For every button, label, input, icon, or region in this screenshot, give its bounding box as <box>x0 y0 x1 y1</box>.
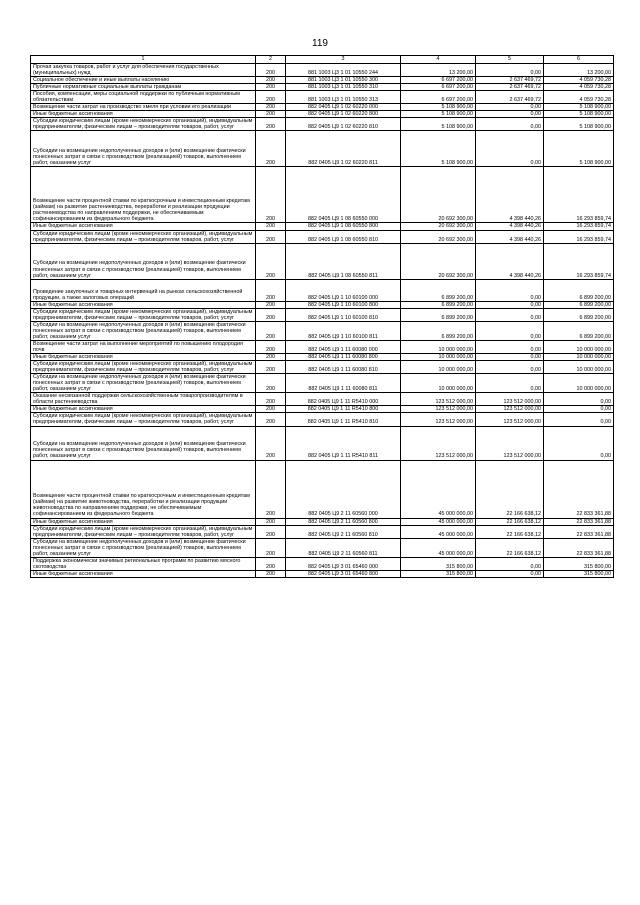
header-col-5: 5 <box>476 56 544 64</box>
cell-amount: 20 692 300,00 <box>401 223 476 230</box>
cell-grbs: 200 <box>256 406 286 413</box>
cell-grbs: 200 <box>256 77 286 84</box>
cell-name: Субсидии на возмещение недополученных доходов и (или) возмещение фактически понесенных затрат в связи с производством (реализацией) товаров, выполнением работ, оказанием услуг <box>31 321 256 340</box>
cell-remainder: 4 059 730,28 <box>544 84 614 91</box>
cell-grbs: 200 <box>256 84 286 91</box>
cell-amount: 20 692 300,00 <box>401 167 476 223</box>
cell-executed: 123 512 000,00 <box>476 413 544 426</box>
header-col-6: 6 <box>544 56 614 64</box>
cell-remainder: 5 108 900,00 <box>544 118 614 131</box>
cell-remainder: 315 800,00 <box>544 557 614 570</box>
cell-executed: 0,00 <box>476 131 544 167</box>
cell-remainder: 315 800,00 <box>544 570 614 577</box>
cell-name: Пособия, компенсации, меры социальной поддержки по публичным нормативным обязательствам <box>31 91 256 104</box>
cell-name: Иные бюджетные ассигнования <box>31 406 256 413</box>
cell-executed: 0,00 <box>476 104 544 111</box>
cell-grbs: 200 <box>256 321 286 340</box>
cell-executed: 22 166 638,12 <box>476 518 544 525</box>
cell-grbs: 200 <box>256 361 286 374</box>
cell-code: 882 0405 Ц9 2 11 60560 800 <box>286 518 401 525</box>
cell-grbs: 200 <box>256 570 286 577</box>
cell-code: 882 0405 Ц9 1 10 60100 810 <box>286 308 401 321</box>
cell-amount: 10 000 000,00 <box>401 340 476 353</box>
cell-amount: 6 697 200,00 <box>401 77 476 84</box>
cell-amount: 10 000 000,00 <box>401 361 476 374</box>
cell-code: 882 0405 Ц9 1 10 60100 811 <box>286 321 401 340</box>
cell-name: Субсидии юридическим лицам (кроме некоммерческих организаций), индивидуальным предпринимателям, физическим лицам – производителям товаров, работ, услуг <box>31 361 256 374</box>
cell-executed: 22 166 638,12 <box>476 460 544 518</box>
cell-executed: 22 166 638,12 <box>476 538 544 557</box>
cell-executed: 0,00 <box>476 308 544 321</box>
cell-amount: 5 108 900,00 <box>401 131 476 167</box>
table-row <box>31 104 614 111</box>
cell-amount: 20 692 300,00 <box>401 230 476 243</box>
table-row <box>31 353 614 360</box>
cell-executed: 4 398 440,26 <box>476 223 544 230</box>
cell-name: Поддержка экономически значимых региональных программ по развитию мясного скотоводства <box>31 557 256 570</box>
cell-grbs: 200 <box>256 230 286 243</box>
cell-code: 882 0405 Ц9 1 11 60080 811 <box>286 374 401 393</box>
cell-remainder: 5 108 900,00 <box>544 104 614 111</box>
cell-grbs: 200 <box>256 426 286 460</box>
budget-table <box>30 55 614 578</box>
cell-amount: 5 108 900,00 <box>401 118 476 131</box>
cell-amount: 6 899 200,00 <box>401 321 476 340</box>
cell-executed: 123 512 000,00 <box>476 426 544 460</box>
cell-remainder: 22 833 361,88 <box>544 518 614 525</box>
cell-amount: 45 000 000,00 <box>401 460 476 518</box>
cell-name: Оказание несвязанной поддержки сельскохозяйственным товаропроизводителям в области растениеводства <box>31 393 256 406</box>
cell-grbs: 200 <box>256 243 286 279</box>
cell-name: Иные бюджетные ассигнования <box>31 570 256 577</box>
cell-code: 882 0405 Ц9 1 08 60550 000 <box>286 167 401 223</box>
cell-remainder: 4 059 730,28 <box>544 91 614 104</box>
cell-amount: 6 697 200,00 <box>401 91 476 104</box>
cell-remainder: 22 833 361,88 <box>544 538 614 557</box>
cell-code: 882 0405 Ц9 1 02 60220 000 <box>286 104 401 111</box>
cell-code: 881 1003 Ц3 1 01 10550 300 <box>286 77 401 84</box>
cell-name: Возмещение части процентной ставки по краткосрочным и инвестиционным кредитам (займам) на развитие животноводства, переработки и реализации продукции животноводства по направлениям поддержки, не обеспечиваемым софинансированием из федерального бюджета <box>31 460 256 518</box>
cell-name: Субсидии юридическим лицам (кроме некоммерческих организаций), индивидуальным предпринимателям, физическим лицам – производителям товаров, работ, услуг <box>31 413 256 426</box>
cell-code: 882 0405 Ц9 1 11 R5410 800 <box>286 406 401 413</box>
table-row <box>31 525 614 538</box>
cell-name: Субсидии юридическим лицам (кроме некоммерческих организаций), индивидуальным предпринимателям, физическим лицам – производителям товаров, работ, услуг <box>31 230 256 243</box>
table-row <box>31 64 614 77</box>
cell-remainder: 10 000 000,00 <box>544 340 614 353</box>
header-col-4: 4 <box>401 56 476 64</box>
cell-remainder: 6 899 200,00 <box>544 279 614 301</box>
cell-code: 882 0405 Ц9 3 01 65460 000 <box>286 557 401 570</box>
page-number: 119 <box>312 38 328 49</box>
table-row <box>31 406 614 413</box>
cell-code: 882 0405 Ц9 1 08 60550 811 <box>286 243 401 279</box>
cell-remainder: 13 200,00 <box>544 64 614 77</box>
table-row <box>31 426 614 460</box>
cell-executed: 0,00 <box>476 321 544 340</box>
cell-amount: 5 108 900,00 <box>401 111 476 118</box>
cell-executed: 0,00 <box>476 111 544 118</box>
cell-code: 882 0405 Ц9 1 11 60080 810 <box>286 361 401 374</box>
cell-remainder: 16 293 859,74 <box>544 223 614 230</box>
cell-name: Субсидии на возмещение недополученных доходов и (или) возмещение фактически понесенных затрат в связи с производством (реализацией) товаров, выполнением работ, оказанием услуг <box>31 243 256 279</box>
cell-executed: 0,00 <box>476 353 544 360</box>
cell-executed: 123 512 000,00 <box>476 406 544 413</box>
header-col-3: 3 <box>286 56 401 64</box>
cell-executed: 0,00 <box>476 301 544 308</box>
table-row <box>31 460 614 518</box>
cell-amount: 6 899 200,00 <box>401 301 476 308</box>
cell-code: 882 0405 Ц9 1 11 R5410 811 <box>286 426 401 460</box>
cell-remainder: 0,00 <box>544 426 614 460</box>
cell-remainder: 5 108 900,00 <box>544 111 614 118</box>
cell-grbs: 200 <box>256 538 286 557</box>
cell-remainder: 22 833 361,88 <box>544 525 614 538</box>
cell-amount: 6 899 200,00 <box>401 279 476 301</box>
cell-remainder: 16 293 859,74 <box>544 230 614 243</box>
cell-name: Субсидии на возмещение недополученных доходов и (или) возмещение фактически понесенных затрат в связи с производством (реализацией) товаров, выполнением работ, оказанием услуг <box>31 374 256 393</box>
cell-grbs: 200 <box>256 353 286 360</box>
cell-code: 882 0405 Ц9 1 11 60080 800 <box>286 353 401 360</box>
cell-grbs: 200 <box>256 340 286 353</box>
table-row <box>31 308 614 321</box>
cell-code: 882 0405 Ц9 1 11 60080 000 <box>286 340 401 353</box>
cell-code: 881 1003 Ц3 1 01 10550 310 <box>286 84 401 91</box>
table-row <box>31 111 614 118</box>
cell-remainder: 16 293 859,74 <box>544 243 614 279</box>
cell-grbs: 200 <box>256 460 286 518</box>
cell-executed: 0,00 <box>476 340 544 353</box>
cell-code: 882 0405 Ц9 1 10 60100 800 <box>286 301 401 308</box>
cell-remainder: 10 000 000,00 <box>544 353 614 360</box>
cell-name: Социальное обеспечение и иные выплаты населению <box>31 77 256 84</box>
cell-remainder: 22 833 361,88 <box>544 460 614 518</box>
cell-code: 882 0405 Ц9 1 10 60100 000 <box>286 279 401 301</box>
table-row <box>31 77 614 84</box>
table-row <box>31 243 614 279</box>
cell-remainder: 10 000 000,00 <box>544 361 614 374</box>
cell-amount: 10 000 000,00 <box>401 374 476 393</box>
cell-name: Проведение закупочных и товарных интервенций на рынках сельскохозяйственной продукции, а также залоговых операций <box>31 279 256 301</box>
table-row <box>31 223 614 230</box>
cell-grbs: 200 <box>256 104 286 111</box>
cell-amount: 45 000 000,00 <box>401 538 476 557</box>
header-col-2: 2 <box>256 56 286 64</box>
table-row <box>31 518 614 525</box>
cell-executed: 0,00 <box>476 279 544 301</box>
cell-code: 882 0405 Ц9 1 02 60220 810 <box>286 118 401 131</box>
cell-grbs: 200 <box>256 131 286 167</box>
table-row <box>31 393 614 406</box>
cell-remainder: 6 899 200,00 <box>544 308 614 321</box>
cell-amount: 123 512 000,00 <box>401 406 476 413</box>
cell-amount: 123 512 000,00 <box>401 426 476 460</box>
cell-code: 881 1003 Ц3 1 01 10550 244 <box>286 64 401 77</box>
cell-name: Иные бюджетные ассигнования <box>31 301 256 308</box>
cell-executed: 2 637 469,72 <box>476 77 544 84</box>
cell-code: 882 0405 Ц9 2 11 60560 810 <box>286 525 401 538</box>
cell-executed: 0,00 <box>476 570 544 577</box>
cell-code: 882 0405 Ц9 1 02 60220 800 <box>286 111 401 118</box>
cell-name: Иные бюджетные ассигнования <box>31 111 256 118</box>
cell-executed: 0,00 <box>476 557 544 570</box>
cell-grbs: 200 <box>256 91 286 104</box>
cell-remainder: 0,00 <box>544 406 614 413</box>
cell-code: 882 0405 Ц9 3 01 65460 800 <box>286 570 401 577</box>
table-row <box>31 118 614 131</box>
cell-remainder: 0,00 <box>544 393 614 406</box>
cell-grbs: 200 <box>256 279 286 301</box>
cell-executed: 4 398 440,26 <box>476 230 544 243</box>
cell-code: 882 0405 Ц9 1 08 60550 800 <box>286 223 401 230</box>
cell-executed: 22 166 638,12 <box>476 525 544 538</box>
cell-name: Иные бюджетные ассигнования <box>31 518 256 525</box>
cell-name: Субсидии юридическим лицам (кроме некоммерческих организаций), индивидуальным предпринимателям, физическим лицам – производителям товаров, работ, услуг <box>31 308 256 321</box>
table-row <box>31 91 614 104</box>
cell-remainder: 6 899 200,00 <box>544 321 614 340</box>
cell-grbs: 200 <box>256 118 286 131</box>
cell-grbs: 200 <box>256 301 286 308</box>
cell-amount: 13 200,00 <box>401 64 476 77</box>
cell-name: Публичные нормативные социальные выплаты гражданам <box>31 84 256 91</box>
cell-code: 882 0405 Ц9 1 11 R5410 000 <box>286 393 401 406</box>
cell-name: Субсидии юридическим лицам (кроме некоммерческих организаций), индивидуальным предпринимателям, физическим лицам – производителям товаров, работ, услуг <box>31 118 256 131</box>
table-row <box>31 374 614 393</box>
cell-remainder: 10 000 000,00 <box>544 374 614 393</box>
cell-executed: 0,00 <box>476 374 544 393</box>
cell-name: Прочая закупка товаров, работ и услуг для обеспечения государственных (муниципальных) нужд <box>31 64 256 77</box>
table-row <box>31 321 614 340</box>
table-body <box>31 64 614 578</box>
cell-name: Возмещение части процентной ставки по краткосрочным и инвестиционным кредитам (займам) на развитие растениеводства, переработки и реализации продукции растениеводства по направлениям поддержки, не обеспечиваемым софинансированием из федерального бюджета <box>31 167 256 223</box>
cell-remainder: 16 293 859,74 <box>544 167 614 223</box>
table-row <box>31 167 614 223</box>
cell-amount: 6 899 200,00 <box>401 308 476 321</box>
cell-code: 881 1003 Ц3 1 01 10550 313 <box>286 91 401 104</box>
cell-executed: 123 512 000,00 <box>476 393 544 406</box>
cell-code: 882 0405 Ц9 2 11 60560 000 <box>286 460 401 518</box>
cell-amount: 315 800,00 <box>401 557 476 570</box>
cell-amount: 45 000 000,00 <box>401 518 476 525</box>
table-row <box>31 301 614 308</box>
table-row <box>31 361 614 374</box>
cell-grbs: 200 <box>256 393 286 406</box>
table-row <box>31 557 614 570</box>
cell-grbs: 200 <box>256 64 286 77</box>
cell-executed: 0,00 <box>476 361 544 374</box>
cell-name: Иные бюджетные ассигнования <box>31 223 256 230</box>
header-col-1: 1 <box>31 56 256 64</box>
header-row <box>31 56 614 64</box>
cell-amount: 20 692 300,00 <box>401 243 476 279</box>
cell-grbs: 200 <box>256 525 286 538</box>
cell-amount: 5 108 900,00 <box>401 104 476 111</box>
cell-name: Иные бюджетные ассигнования <box>31 353 256 360</box>
cell-name: Возмещение части затрат на производство хмеля при условии его реализации <box>31 104 256 111</box>
cell-executed: 0,00 <box>476 64 544 77</box>
table-row <box>31 230 614 243</box>
table-row <box>31 131 614 167</box>
cell-remainder: 5 108 900,00 <box>544 131 614 167</box>
cell-code: 882 0405 Ц9 2 11 60560 811 <box>286 538 401 557</box>
table-row <box>31 84 614 91</box>
cell-name: Субсидии на возмещение недополученных доходов и (или) возмещение фактически понесенных затрат в связи с производством (реализацией) товаров, выполнением работ, оказанием услуг <box>31 538 256 557</box>
cell-executed: 2 637 469,72 <box>476 84 544 91</box>
cell-amount: 10 000 000,00 <box>401 353 476 360</box>
table-row <box>31 538 614 557</box>
cell-grbs: 200 <box>256 223 286 230</box>
cell-grbs: 200 <box>256 557 286 570</box>
cell-name: Субсидии юридическим лицам (кроме некоммерческих организаций), индивидуальным предпринимателям, физическим лицам – производителям товаров, работ, услуг <box>31 525 256 538</box>
table-row <box>31 570 614 577</box>
cell-amount: 45 000 000,00 <box>401 525 476 538</box>
cell-grbs: 200 <box>256 413 286 426</box>
cell-grbs: 200 <box>256 518 286 525</box>
table-row <box>31 340 614 353</box>
cell-executed: 0,00 <box>476 118 544 131</box>
table-row <box>31 279 614 301</box>
cell-executed: 2 637 469,72 <box>476 91 544 104</box>
cell-grbs: 200 <box>256 308 286 321</box>
table-row <box>31 413 614 426</box>
cell-code: 882 0405 Ц9 1 02 60220 811 <box>286 131 401 167</box>
cell-remainder: 6 899 200,00 <box>544 301 614 308</box>
cell-remainder: 4 059 730,28 <box>544 77 614 84</box>
cell-remainder: 0,00 <box>544 413 614 426</box>
cell-grbs: 200 <box>256 167 286 223</box>
cell-name: Субсидии на возмещение недополученных доходов и (или) возмещение фактически понесенных затрат в связи с производством (реализацией) товаров, выполнением работ, оказанием услуг <box>31 131 256 167</box>
cell-amount: 123 512 000,00 <box>401 413 476 426</box>
cell-name: Субсидии на возмещение недополученных доходов и (или) возмещение фактически понесенных затрат в связи с производством (реализацией) товаров, выполнением работ, оказанием услуг <box>31 426 256 460</box>
cell-grbs: 200 <box>256 374 286 393</box>
cell-amount: 6 697 200,00 <box>401 84 476 91</box>
cell-code: 882 0405 Ц9 1 11 R5410 810 <box>286 413 401 426</box>
cell-amount: 123 512 000,00 <box>401 393 476 406</box>
cell-name: Возмещение части затрат на выполнение мероприятий по повышению плодородия почв <box>31 340 256 353</box>
cell-executed: 4 398 440,26 <box>476 167 544 223</box>
cell-code: 882 0405 Ц9 1 08 60550 810 <box>286 230 401 243</box>
cell-executed: 4 398 440,26 <box>476 243 544 279</box>
cell-amount: 315 800,00 <box>401 570 476 577</box>
cell-grbs: 200 <box>256 111 286 118</box>
